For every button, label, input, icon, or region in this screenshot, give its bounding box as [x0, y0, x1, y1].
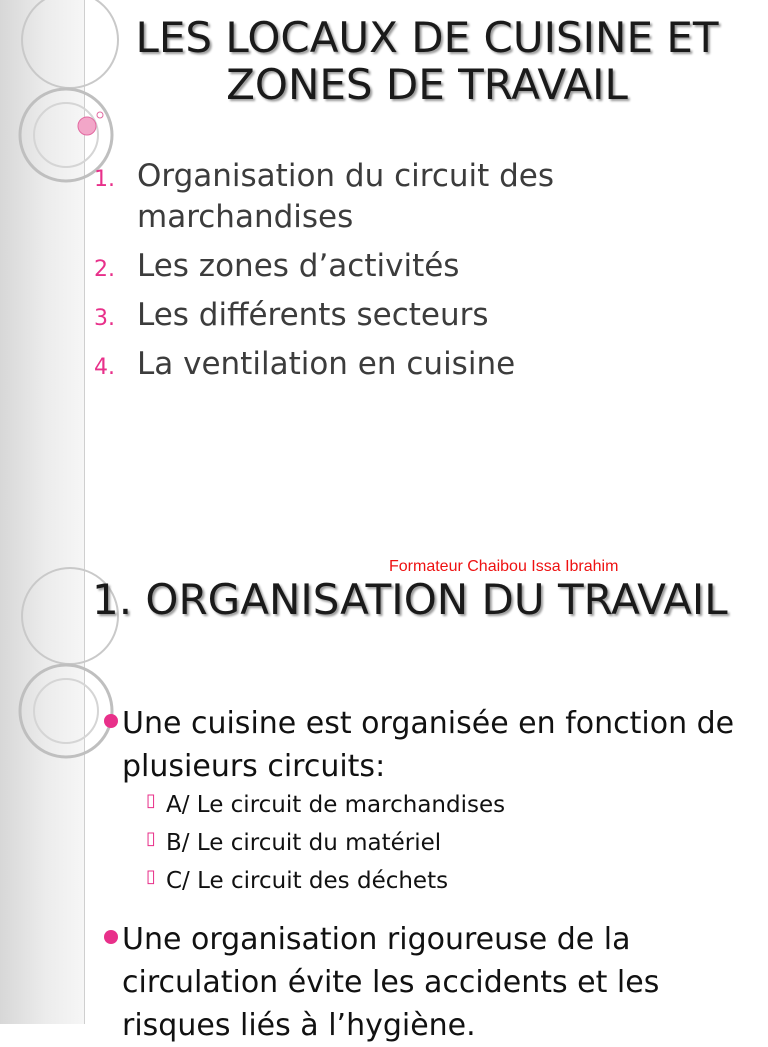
- sub-bullet-text: A/ Le circuit de marchandises: [166, 792, 506, 818]
- bullet-dot-icon: [104, 930, 118, 944]
- sub-bullet-text: B/ Le circuit du matériel: [166, 830, 442, 856]
- numbered-list: [94, 156, 657, 393]
- slide-2-title: 1. ORGANISATION DU TRAVAIL: [92, 575, 728, 624]
- slide-1-title: LES LOCAUX DE CUISINE ET ZONES DE TRAVAIL: [135, 13, 719, 110]
- list-item: [94, 156, 657, 238]
- square-bullet-icon: ▯: [146, 790, 156, 811]
- sub-bullet-item: [146, 824, 441, 862]
- list-number: 4.: [94, 355, 115, 380]
- list-text: Les différents secteurs: [137, 297, 489, 333]
- list-text: La ventilation en cuisine: [137, 346, 516, 382]
- sub-bullet-text: C/ Le circuit des déchets: [166, 868, 449, 894]
- slide-2: [0, 575, 768, 1043]
- list-number: 2.: [94, 257, 115, 282]
- list-number: 1.: [94, 167, 115, 192]
- sub-bullet-item: [146, 786, 505, 824]
- square-bullet-icon: ▯: [146, 866, 156, 887]
- sub-bullet-item: [146, 862, 448, 900]
- decorative-sidebar: [0, 0, 85, 576]
- list-item: [94, 246, 657, 287]
- bullet-item: [104, 702, 754, 788]
- list-number: 3.: [94, 306, 115, 331]
- author-credit: Formateur Chaibou Issa Ibrahim: [389, 558, 619, 575]
- bullet-item: [104, 918, 754, 1047]
- list-text: Organisation du circuit des marchandises: [137, 158, 555, 235]
- list-text: Les zones d’activités: [137, 248, 460, 284]
- list-item: [94, 344, 657, 385]
- bullet-dot-icon: [104, 714, 118, 728]
- list-item: [94, 295, 657, 336]
- decorative-sidebar: [0, 576, 85, 1024]
- bullet-text: Une organisation rigoureuse de la circulation évite les accidents et les risques liés à l’hygiène.: [122, 922, 660, 1043]
- bullet-text: Une cuisine est organisée en fonction de plusieurs circuits:: [122, 706, 735, 784]
- square-bullet-icon: ▯: [146, 828, 156, 849]
